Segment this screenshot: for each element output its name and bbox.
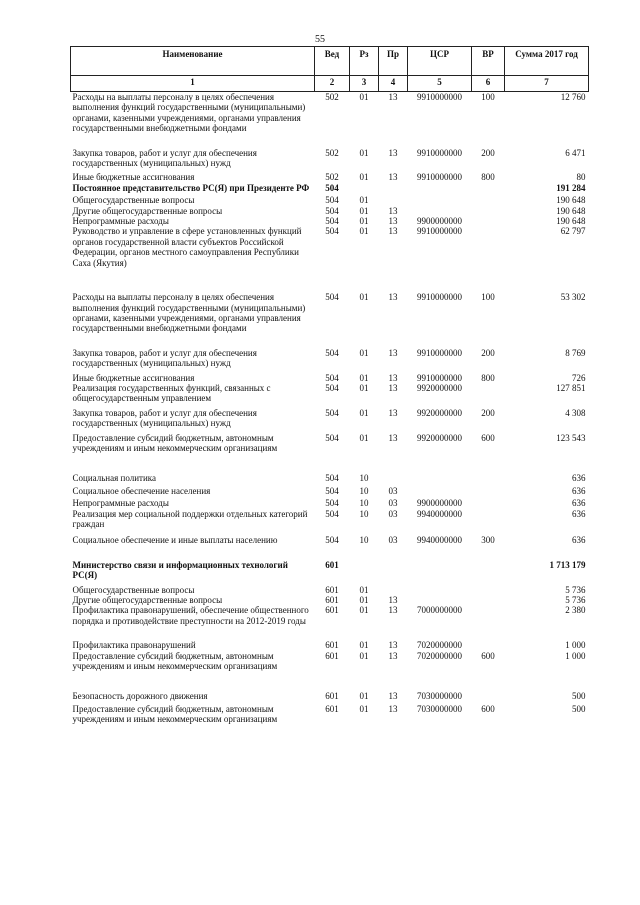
cell-sum: 636 [572,508,586,519]
cell-name: Реализация государственных функций, связанных с общегосударственным управлением [72,382,271,404]
cell-ved: 504 [325,226,339,237]
table-row [71,509,589,530]
column-index: 7 [505,76,589,92]
cell-ved: 504 [325,473,339,484]
cell-rz: 01 [359,691,369,702]
cell-pr [379,183,408,193]
cell-vr [472,605,505,626]
cell-rz: 01 [359,172,369,183]
cell-rz: 01 [359,92,369,102]
cell-csr: 9920000000 [417,382,462,393]
cell-csr: 9940000000 [417,535,462,546]
cell-rz: 01 [359,226,369,237]
cell-rz: 01 [359,195,369,206]
table-row [71,605,589,626]
cell-csr: 9940000000 [417,508,462,519]
cell-name: Расходы на выплаты персоналу в целях обеспечения выполнения функций государственными (муниципальными) органами, казенными учреждениями, органами управления государственными внебюджетными фондами [72,92,306,134]
cell-sum: 6 471 [565,147,586,158]
cell-rz: 01 [359,703,369,714]
cell-ved: 504 [325,372,339,383]
cell-sum: 127 851 [556,382,586,393]
cell-pr: 13 [388,595,398,606]
cell-name: Общегосударственные вопросы [72,584,195,595]
table-row [71,484,589,496]
cell-pr: 13 [388,372,398,383]
budget-table [70,46,589,725]
cell-pr: 13 [388,691,398,702]
cell-name: Иные бюджетные ассигнования [72,172,195,183]
header-ved: Вед [315,47,350,76]
header-pr: Пр [379,47,408,76]
cell-sum: 726 [572,372,586,383]
cell-pr [379,193,408,205]
cell-vr [472,453,505,483]
cell-csr: 7030000000 [417,691,462,702]
table-row [71,183,589,193]
column-index-row [71,76,589,92]
table-row [71,581,589,595]
cell-vr [472,496,505,508]
cell-csr [408,183,472,193]
cell-name: Предоставление субсидий бюджетным, автономным учреждениям и иным некоммерческим организациям [72,650,278,672]
cell-ved: 601 [325,584,339,595]
cell-name: Закупка товаров, работ и услуг для обеспечения государственных (муниципальных) нужд [72,347,257,369]
cell-ved: 504 [325,498,339,509]
cell-sum: 636 [572,535,586,546]
cell-name: Общегосударственные вопросы [72,195,195,206]
cell-ved: 601 [325,650,339,661]
cell-pr [379,581,408,595]
cell-vr [472,484,505,496]
column-index: 2 [315,76,350,92]
cell-name: Социальное обеспечение и иные выплаты населению [72,535,278,546]
cell-pr: 13 [388,432,398,443]
cell-csr: 9910000000 [417,147,462,158]
cell-name: Непрограммные расходы [72,216,169,227]
cell-csr [408,581,472,595]
cell-rz: 10 [359,498,369,509]
cell-sum: 636 [572,485,586,496]
cell-pr: 13 [388,147,398,158]
cell-csr [408,595,472,605]
table-row [71,216,589,226]
cell-vr [472,509,505,530]
cell-vr [472,216,505,226]
cell-pr: 13 [388,205,398,216]
header-vr: ВР [472,47,505,76]
cell-sum: 191 284 [556,182,586,193]
cell-rz: 01 [359,347,369,358]
cell-vr [472,671,505,701]
cell-sum: 62 797 [560,226,586,237]
cell-csr: 7030000000 [417,703,462,714]
cell-vr [472,383,505,404]
cell-ved: 504 [325,382,339,393]
cell-rz: 01 [359,432,369,443]
cell-csr [408,206,472,216]
cell-sum: 190 648 [556,216,586,227]
cell-sum: 1 000 [565,640,586,651]
cell-name: Закупка товаров, работ и услуг для обеспечения государственных (муниципальных) нужд [72,407,257,429]
cell-vr: 600 [481,432,495,443]
cell-pr [379,453,408,483]
table-row [71,383,589,404]
cell-sum: 80 [576,172,586,183]
table-row [71,626,589,650]
cell-rz: 01 [359,382,369,393]
cell-vr: 300 [481,535,495,546]
cell-sum: 1 713 179 [549,559,586,570]
cell-pr: 13 [388,407,398,418]
cell-csr [408,546,472,581]
cell-sum: 636 [572,473,586,484]
cell-ved: 504 [325,485,339,496]
column-index: 3 [350,76,379,92]
cell-sum: 636 [572,498,586,509]
cell-rz: 10 [359,535,369,546]
cell-name: Другие общегосударственные вопросы [72,205,223,216]
cell-ved: 601 [325,691,339,702]
cell-name: Руководство и управление в сфере установленных функций органов государственной власти субъектов Российской Федерации, органов местного самоуправления Республики Саха (Якутия) [72,226,302,268]
table-row [71,193,589,205]
cell-pr: 13 [388,347,398,358]
table-header-row [71,47,589,76]
cell-rz: 01 [359,584,369,595]
table-row [71,671,589,701]
table-row [71,496,589,508]
header-sum: Сумма 2017 год [505,47,589,76]
cell-name: Предоставление субсидий бюджетным, автономным учреждениям и иным некоммерческим организациям [72,703,278,725]
cell-ved: 502 [325,172,339,183]
table-row [71,429,589,454]
cell-rz: 01 [359,216,369,227]
cell-vr [472,193,505,205]
cell-pr: 13 [388,640,398,651]
cell-name: Реализация мер социальной поддержки отдельных категорий граждан [72,508,308,529]
cell-csr: 9900000000 [417,498,462,509]
table-body [71,92,589,725]
column-index: 6 [472,76,505,92]
cell-vr: 600 [481,650,495,661]
table-row [71,529,589,545]
cell-pr: 03 [388,498,398,509]
cell-ved: 601 [325,640,339,651]
cell-sum: 190 648 [556,195,586,206]
cell-ved: 504 [325,508,339,519]
cell-pr: 13 [388,605,398,616]
cell-ved: 504 [325,216,339,227]
cell-rz: 10 [359,508,369,519]
cell-pr: 13 [388,650,398,661]
cell-rz: 01 [359,372,369,383]
cell-pr [379,546,408,581]
cell-sum: 12 760 [560,92,586,102]
cell-csr: 9910000000 [417,226,462,237]
cell-sum: 500 [572,703,586,714]
cell-pr: 13 [388,382,398,393]
cell-vr [472,183,505,193]
cell-rz: 01 [359,605,369,616]
cell-csr: 9910000000 [417,347,462,358]
table-row [71,134,589,169]
cell-ved: 502 [325,147,339,158]
cell-ved: 504 [325,347,339,358]
cell-vr [472,546,505,581]
cell-sum: 2 380 [565,605,586,616]
cell-csr: 9910000000 [417,372,462,383]
cell-pr: 03 [388,508,398,519]
cell-name: Предоставление субсидий бюджетным, автономным учреждениям и иным некоммерческим организациям [72,432,278,453]
cell-ved: 504 [325,535,339,546]
cell-rz: 01 [359,640,369,651]
cell-csr: 9910000000 [417,92,462,102]
cell-csr: 9910000000 [417,172,462,183]
cell-csr: 7000000000 [417,605,462,616]
cell-name: Постоянное представительство РС(Я) при Президенте РФ [72,182,310,193]
cell-ved: 504 [325,195,339,206]
cell-csr: 9920000000 [417,432,462,443]
cell-csr [408,484,472,496]
cell-name: Расходы на выплаты персоналу в целях обеспечения выполнения функций государственными (муниципальными) органами, казенными учреждениями, органами управления государственными внебюджетными фондами [72,292,306,334]
cell-sum: 8 769 [565,347,586,358]
column-index: 1 [71,76,315,92]
cell-ved: 601 [325,559,339,570]
cell-vr: 800 [481,172,495,183]
cell-sum: 53 302 [560,292,586,303]
header-name: Наименование [71,47,315,76]
cell-vr: 100 [481,92,495,102]
cell-csr: 9920000000 [417,407,462,418]
cell-name: Профилактика правонарушений [72,640,196,651]
cell-name: Безопасность дорожного движения [72,691,208,702]
table-row [71,168,589,182]
cell-name: Непрограммные расходы [72,498,169,509]
cell-ved: 504 [325,432,339,443]
cell-csr: 7020000000 [417,650,462,661]
table-row [71,268,589,334]
cell-name: Социальное обеспечение населения [72,485,211,496]
cell-csr: 7020000000 [417,640,462,651]
cell-pr: 03 [388,535,398,546]
cell-ved: 502 [325,92,339,102]
cell-ved: 601 [325,595,339,606]
cell-sum: 190 648 [556,205,586,216]
column-index: 4 [379,76,408,92]
cell-rz: 10 [359,485,369,496]
cell-rz: 01 [359,595,369,606]
cell-pr: 03 [388,485,398,496]
cell-name: Социальная политика [72,473,156,484]
cell-csr [408,193,472,205]
cell-ved: 504 [325,407,339,418]
cell-name: Министерство связи и информационных технологий РС(Я) [72,559,288,581]
table-row [71,226,589,268]
cell-name: Закупка товаров, работ и услуг для обеспечения государственных (муниципальных) нужд [72,147,257,169]
cell-vr: 800 [481,372,495,383]
cell-sum: 5 736 [565,584,586,595]
table-row [71,595,589,605]
cell-sum: 1 000 [565,650,586,661]
cell-csr: 9900000000 [417,216,462,227]
cell-rz: 01 [359,292,369,303]
cell-rz: 01 [359,205,369,216]
cell-pr: 13 [388,92,398,102]
cell-sum: 4 308 [565,407,586,418]
cell-pr: 13 [388,292,398,303]
cell-rz: 10 [359,473,369,484]
cell-vr [472,226,505,268]
cell-pr: 13 [388,226,398,237]
column-index: 5 [408,76,472,92]
cell-rz: 01 [359,407,369,418]
cell-name: Другие общегосударственные вопросы [72,595,223,606]
table-row [71,702,589,725]
page-number: 55 [315,34,325,45]
cell-ved: 504 [325,205,339,216]
header-rz: Рз [350,47,379,76]
cell-sum: 5 736 [565,595,586,606]
cell-csr [408,453,472,483]
cell-vr [472,595,505,605]
cell-csr: 9910000000 [417,292,462,303]
cell-rz: 01 [359,147,369,158]
cell-vr [472,626,505,650]
header-csr: ЦСР [408,47,472,76]
cell-vr: 200 [481,407,495,418]
cell-vr [472,581,505,595]
table-row [71,404,589,429]
table-row [71,546,589,581]
cell-rz [350,183,379,193]
cell-sum: 500 [572,691,586,702]
table-row [71,206,589,216]
cell-vr: 200 [481,147,495,158]
cell-ved: 601 [325,703,339,714]
cell-name: Иные бюджетные ассигнования [72,372,195,383]
cell-ved: 504 [325,182,339,193]
cell-sum: 123 543 [556,432,586,443]
cell-pr: 13 [388,172,398,183]
table-row [71,453,589,483]
table-row [71,334,589,369]
cell-name: Профилактика правонарушений, обеспечение общественного порядка и противодействие преступности на 2012-2019 годы [72,605,309,626]
table-row [71,651,589,672]
table-row [71,369,589,383]
cell-ved: 601 [325,605,339,616]
cell-pr: 13 [388,703,398,714]
cell-rz: 01 [359,650,369,661]
cell-ved: 504 [325,292,339,303]
cell-pr: 13 [388,216,398,227]
cell-vr: 200 [481,347,495,358]
cell-rz [350,546,379,581]
cell-vr [472,206,505,216]
cell-vr: 100 [481,292,495,303]
cell-vr: 600 [481,703,495,714]
table-row [71,92,589,134]
